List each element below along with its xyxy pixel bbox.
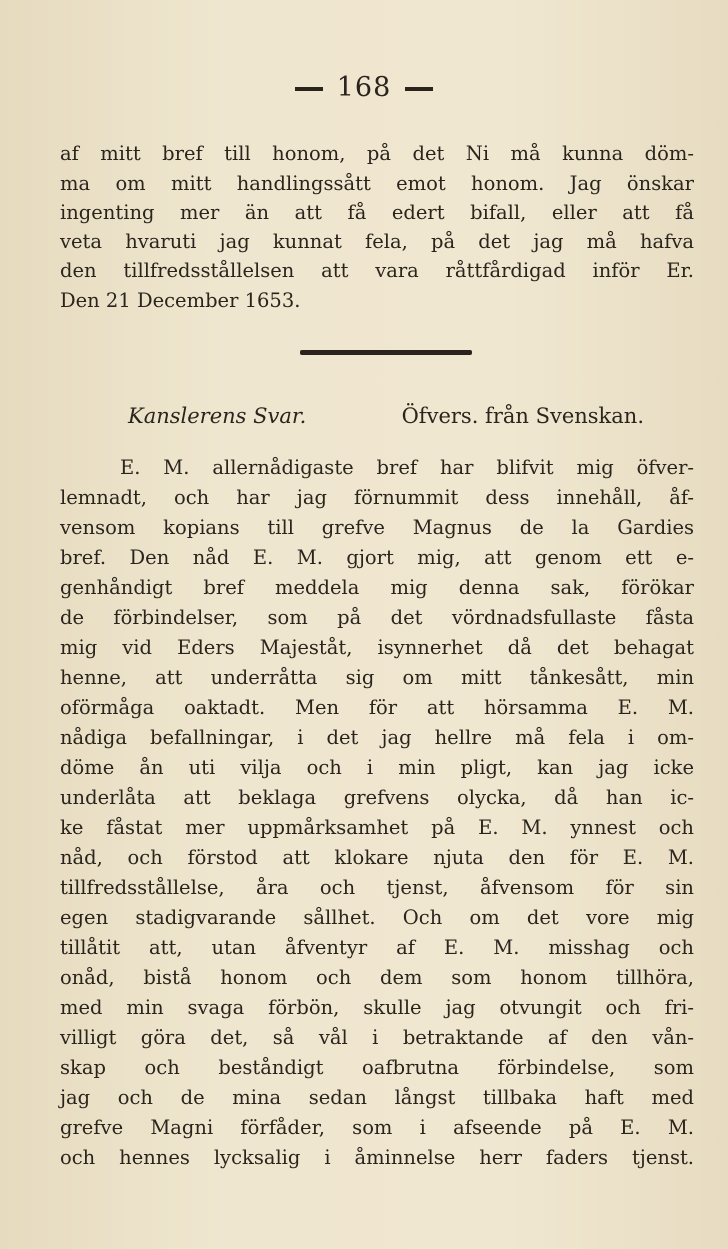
text-line: den tillfredsstållelsen att vara råttfårdigad inför Er. [60,259,694,282]
text-line: genhåndigt bref meddela mig denna sak, förökar [60,576,694,599]
text-line: tillfredsstållelse, åra och tjenst, åfvensom för sin [60,876,694,899]
header-dash-right [405,87,433,91]
page-header [0,72,728,103]
text-line: E. M. allernådigaste bref har blifvit mig öfver- [120,456,694,479]
header-dash-left [295,87,323,91]
text-line: villigt göra det, så vål i betraktande af den vån- [60,1026,694,1049]
heading-title: Kanslerens Svar. [128,404,307,428]
text-line: de förbindelser, som på det vördnadsfullaste fåsta [60,606,694,629]
text-line: nådiga befallningar, i det jag hellre må fela i om- [60,726,694,749]
text-line: henne, att underråtta sig om mitt tånkesått, min [60,666,694,689]
text-line: tillåtit att, utan åfventyr af E. M. misshag och [60,936,694,959]
section-heading [128,404,644,428]
text-line: skap och beståndigt oafbrutna förbindelse, som [60,1056,694,1079]
text-line: ma om mitt handlingssått emot honom. Jag önskar [60,172,694,195]
page-number: 168 [336,72,392,103]
text-line: ke fåstat mer uppmårksamhet på E. M. ynnest och [60,816,694,839]
text-line: af mitt bref till honom, på det Ni må kunna döm- [60,142,694,165]
text-line: egen stadigvarande sållhet. Och om det vore mig [60,906,694,929]
text-line: döme ån uti vilja och i min pligt, kan jag icke [60,756,694,779]
text-line: med min svaga förbön, skulle jag otvungit och fri- [60,996,694,1019]
text-line: grefve Magni förfåder, som i afseende på E. M. [60,1116,694,1139]
text-line: Den 21 December 1653. [60,289,301,312]
text-line: och hennes lycksalig i åminnelse herr faders tjenst. [60,1146,694,1169]
section-divider [300,350,472,355]
heading-note: Öfvers. från Svenskan. [401,404,644,428]
text-line: nåd, och förstod att klokare njuta den för E. M. [60,846,694,869]
text-line: veta hvaruti jag kunnat fela, på det jag må hafva [60,230,694,253]
text-line: mig vid Eders Majeståt, isynnerhet då det behagat [60,636,694,659]
text-line: vensom kopians till grefve Magnus de la Gardies [60,516,694,539]
text-line: bref. Den nåd E. M. gjort mig, att genom ett e- [60,546,694,569]
text-line: oförmåga oaktadt. Men för att hörsamma E. M. [60,696,694,719]
text-line: ingenting mer än att få edert bifall, eller att få [60,201,694,224]
text-line: lemnadt, och har jag förnummit dess innehåll, åf- [60,486,694,509]
text-line: underlåta att beklaga grefvens olycka, då han ic- [60,786,694,809]
text-line: onåd, bistå honom och dem som honom tillhöra, [60,966,694,989]
text-line: jag och de mina sedan långst tillbaka haft med [60,1086,694,1109]
